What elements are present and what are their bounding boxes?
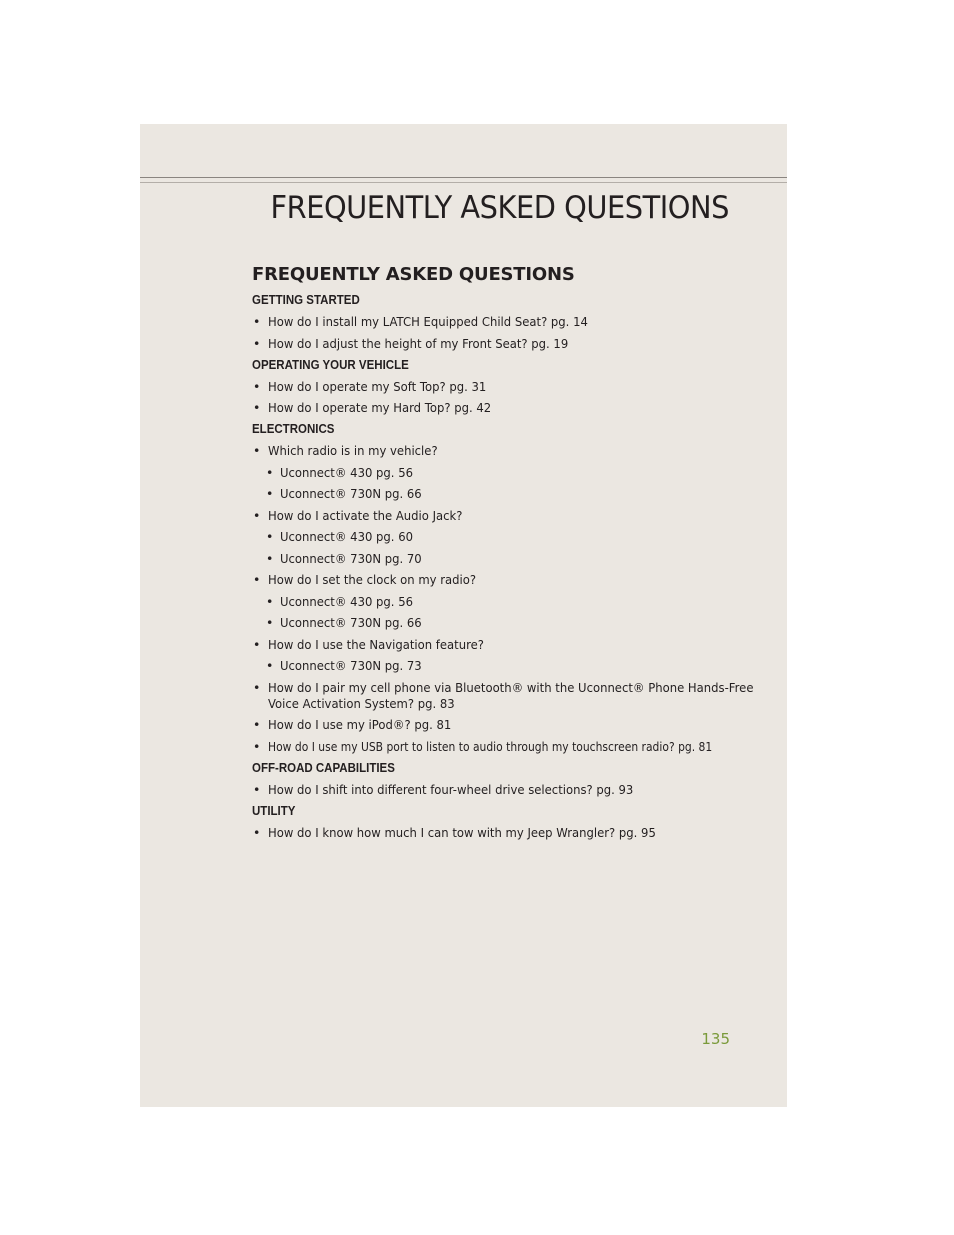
sub-list-item: • Uconnect® 430 pg. 60 — [266, 529, 414, 544]
bullet-icon: • — [253, 335, 261, 351]
group-utility — [252, 804, 742, 841]
list-item: • How do I operate my Hard Top? pg. 42 — [253, 400, 492, 415]
sub-list-item: • Uconnect® 730N pg. 73 — [266, 658, 422, 673]
list-item: • How do I activate the Audio Jack? — [253, 507, 463, 523]
list-item: • How do I shift into different four-wheel drive selections? pg. 93 — [253, 781, 634, 797]
bullet-icon: • — [253, 717, 261, 732]
subheading: OFF-ROAD CAPABILITIES — [252, 760, 395, 775]
sub-list-item: • Uconnect® 730N pg. 66 — [266, 486, 422, 501]
page-number: 135 — [701, 1030, 730, 1048]
list-item: • How do I use my USB port to listen to audio through my touchscreen radio? pg. 81 — [253, 738, 713, 754]
subheading: UTILITY — [252, 803, 296, 818]
bullet-icon: • — [266, 658, 274, 673]
bullet-icon: • — [253, 781, 261, 797]
list-item: • How do I operate my Soft Top? pg. 31 — [253, 378, 487, 394]
bullet-icon: • — [266, 486, 274, 501]
subheading: OPERATING YOUR VEHICLE — [252, 357, 409, 372]
bullet-icon: • — [266, 550, 274, 566]
list-item: • How do I install my LATCH Equipped Child Seat? pg. 14 — [253, 314, 588, 329]
bullet-icon: • — [253, 636, 261, 652]
list-item: • How do I set the clock on my radio? — [253, 572, 477, 587]
list-item: • How do I adjust the height of my Front Seat? pg. 19 — [253, 335, 569, 351]
bullet-icon: • — [266, 615, 274, 630]
header-rule-top — [140, 177, 787, 178]
bullet-icon: • — [253, 572, 261, 587]
bullet-icon: • — [253, 507, 261, 523]
list-item: • How do I know how much I can tow with my Jeep Wrangler? pg. 95 — [253, 824, 656, 840]
bullet-icon: • — [266, 464, 274, 480]
bullet-icon: • — [253, 378, 261, 394]
group-off-road-capabilities — [252, 761, 742, 798]
bullet-icon: • — [266, 529, 274, 544]
group-getting-started — [252, 293, 742, 352]
list-item: • How do I use my iPod®? pg. 81 — [253, 717, 452, 732]
sub-list-item: • Uconnect® 430 pg. 56 — [266, 593, 414, 609]
subheading: ELECTRONICS — [252, 422, 335, 436]
bullet-icon: • — [253, 738, 261, 754]
group-operating-your-vehicle — [252, 358, 742, 417]
subheading: GETTING STARTED — [252, 293, 360, 307]
content-area — [252, 264, 754, 847]
group-electronics — [252, 422, 754, 755]
manual-page — [140, 124, 787, 1107]
sub-list-item: • Uconnect® 430 pg. 56 — [266, 464, 414, 480]
sub-list-item: • Uconnect® 730N pg. 66 — [266, 615, 422, 630]
section-title: FREQUENTLY ASKED QUESTIONS — [252, 264, 575, 285]
chapter-title: FREQUENTLY ASKED QUESTIONS — [270, 190, 729, 226]
list-item: • Which radio is in my vehicle? — [253, 443, 438, 458]
bullet-icon: • — [253, 314, 261, 329]
bullet-icon: • — [253, 443, 261, 458]
list-item: • How do I use the Navigation feature? — [253, 636, 484, 652]
header-rule-bottom — [140, 182, 787, 183]
bullet-icon: • — [266, 593, 274, 609]
sub-list-item: • Uconnect® 730N pg. 70 — [266, 550, 422, 566]
list-item: • How do I pair my cell phone via Bluetooth® with the Uconnect® Phone Hands-Free Voice Activation System? pg. 83 — [253, 679, 754, 711]
bullet-icon: • — [253, 400, 261, 415]
bullet-icon: • — [253, 824, 261, 840]
bullet-icon: • — [253, 679, 261, 695]
